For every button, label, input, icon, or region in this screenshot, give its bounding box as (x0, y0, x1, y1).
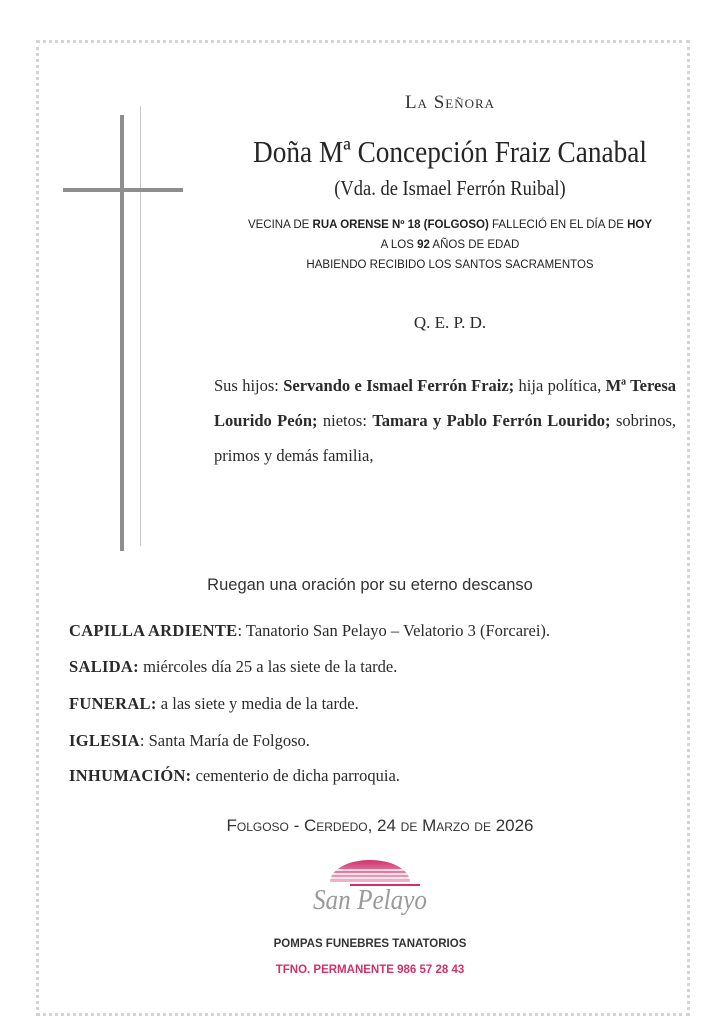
prayer-request: Ruegan una oración por su eterno descanso (207, 576, 533, 594)
company-name: POMPAS FUNEBRES TANATORIOS (273, 938, 467, 950)
info-label: CAPILLA ARDIENTE (69, 621, 238, 640)
info-inhumacion (69, 766, 400, 786)
residence-prefix: VECINA DE (247, 219, 313, 231)
qepd-text: Q. E. P. D. (413, 313, 487, 332)
info-funeral (69, 694, 359, 714)
info-label: INHUMACIÓN: (69, 766, 192, 785)
widow-note: (Vda. de Ismael Ferrón Ruibal) (334, 176, 566, 200)
family-text-2: hija política, (514, 376, 606, 395)
family-text-4: sobrinos, primos y demás familia, (214, 411, 677, 465)
info-sep: : (139, 731, 145, 750)
cross-horizontal-bar (63, 188, 183, 192)
info-label: IGLESIA (69, 731, 140, 750)
residence-address: RUA ORENSE Nº 18 (FOLGOSO) (312, 219, 489, 231)
info-iglesia (69, 731, 310, 751)
info-text: cementerio de dicha parroquia. (191, 766, 400, 785)
info-sep: : (237, 621, 243, 640)
family-paragraph (214, 368, 676, 473)
family-text-1: Sus hijos: (214, 376, 284, 395)
cross-vertical-bar (120, 115, 124, 551)
family-children: Servando e Ismael Ferrón Fraiz; (283, 376, 515, 395)
cross-shadow-line (140, 106, 141, 546)
phone-line: TFNO. PERMANENTE 986 57 28 43 (275, 964, 465, 976)
died-day: HOY (627, 219, 653, 231)
deceased-name: Doña Mª Concepción Fraiz Canabal (253, 134, 647, 169)
residence-line (180, 219, 720, 231)
info-text: Tanatorio San Pelayo – Velatorio 3 (Forcarei). (242, 621, 551, 640)
info-text: a las siete y media de la tarde. (156, 694, 359, 713)
age-line (180, 239, 720, 251)
intro-heading: La Señora (404, 92, 496, 113)
info-label: FUNERAL: (69, 694, 157, 713)
sacraments-line: HABIENDO RECIBIDO LOS SANTOS SACRAMENTOS (306, 259, 594, 271)
info-label: SALIDA: (69, 657, 139, 676)
family-text-3: nietos: (317, 411, 373, 430)
family-daughter-in-law: Mª Teresa Lourido Peón; (214, 376, 676, 430)
info-salida (69, 657, 397, 677)
place-date-line: Folgoso - Cerdedo, 24 de Marzo de 2026 (226, 816, 534, 835)
logo-wordmark: San Pelayo (312, 885, 428, 916)
age-suffix: AÑOS DE EDAD (429, 239, 520, 251)
died-text: FALLECIÓ EN EL DÍA DE (488, 219, 628, 231)
age-value: 92 (417, 239, 430, 251)
info-text: Santa María de Folgoso. (144, 731, 310, 750)
age-prefix: A LOS (380, 239, 418, 251)
family-grandchildren: Tamara y Pablo Ferrón Lourido; (372, 411, 611, 430)
info-text: miércoles día 25 a las siete de la tarde. (138, 657, 398, 676)
info-capilla (69, 621, 550, 641)
